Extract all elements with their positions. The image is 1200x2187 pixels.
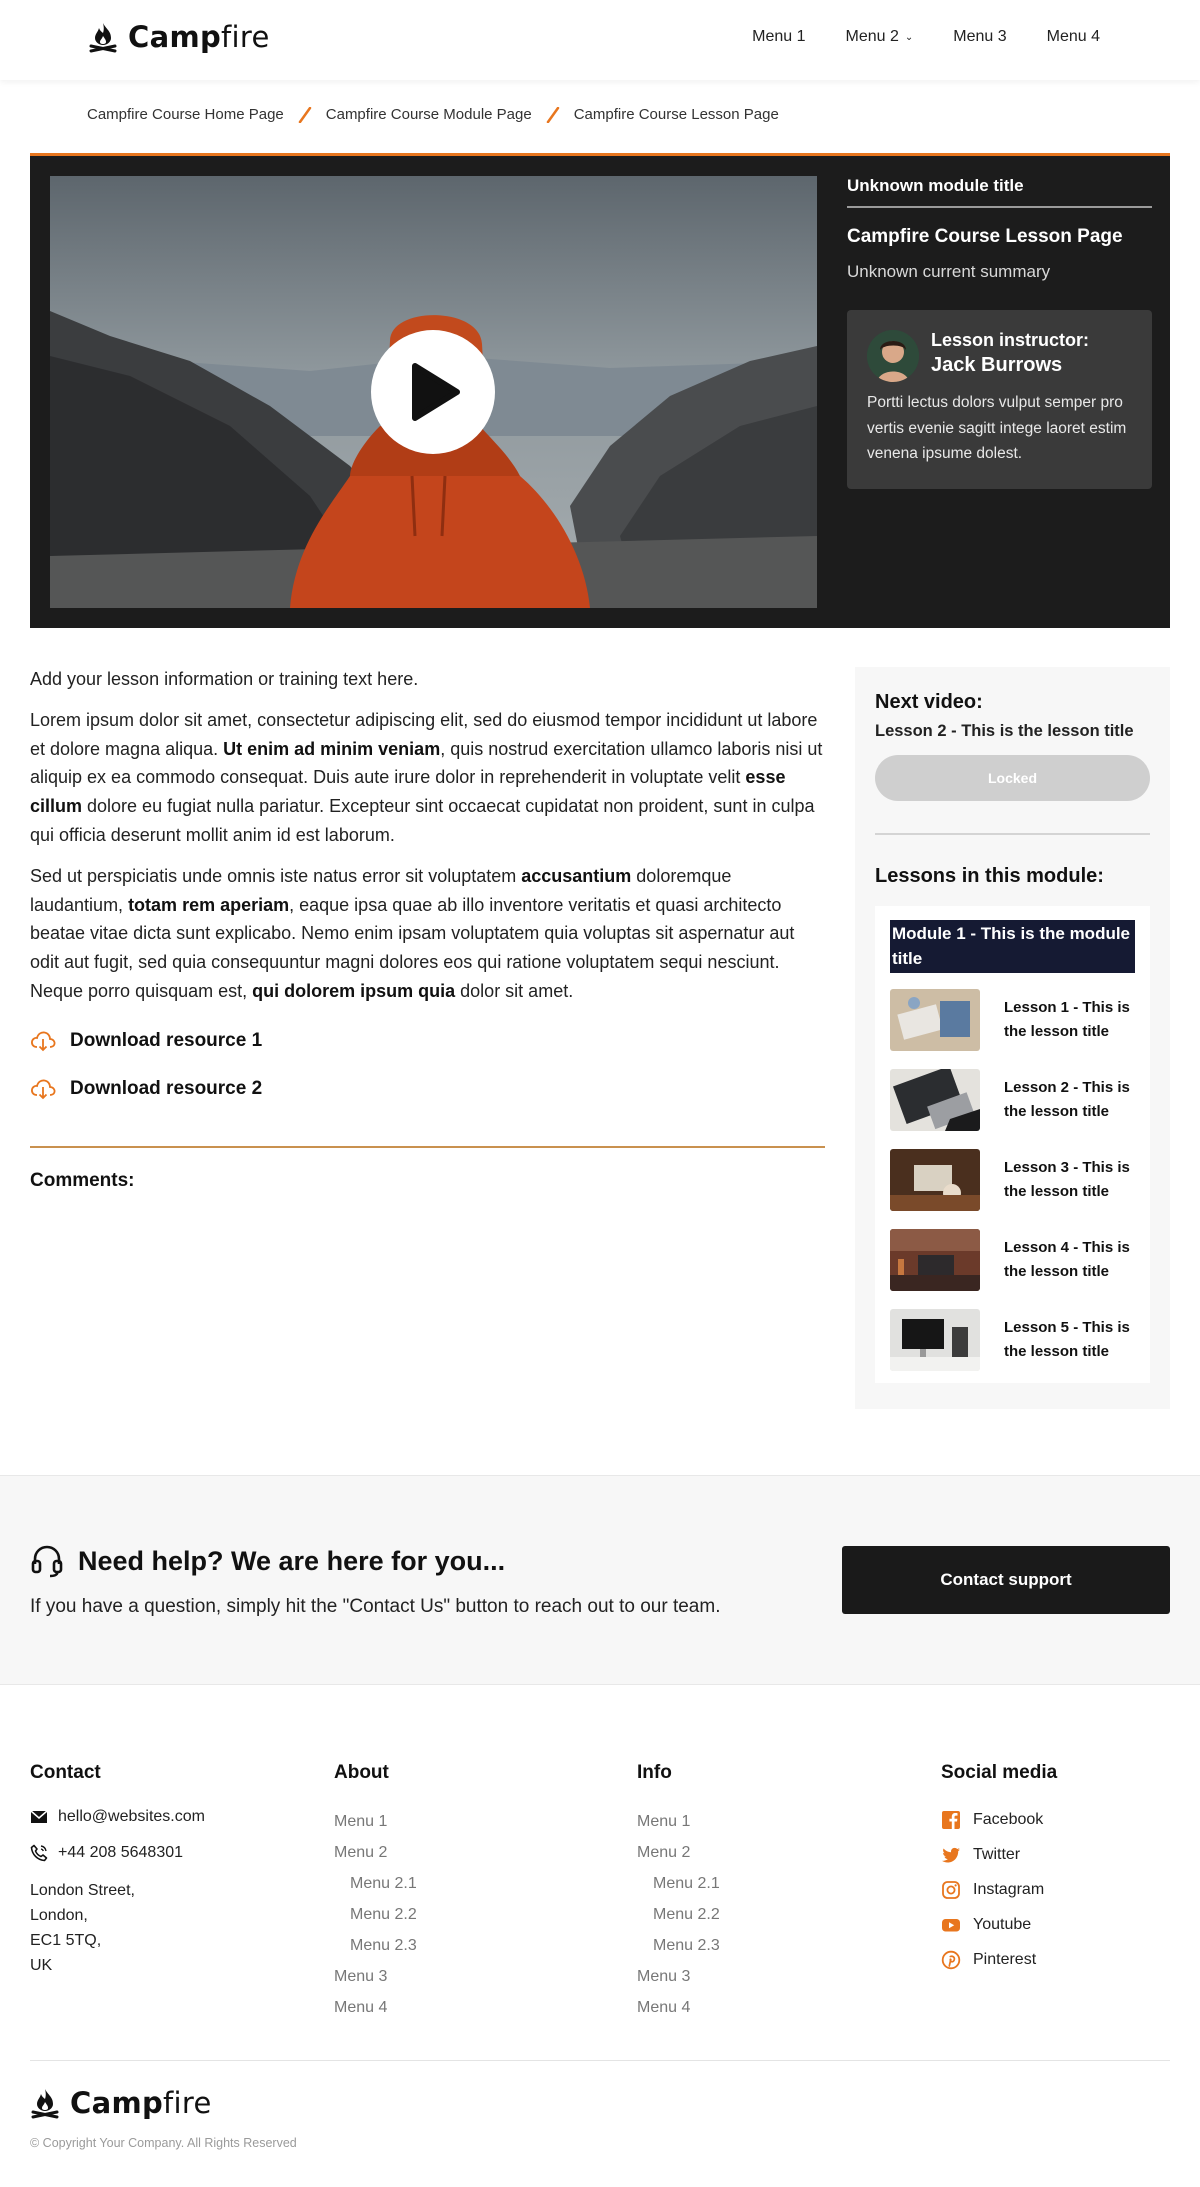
- contact-support-button[interactable]: Contact support: [842, 1546, 1170, 1614]
- main-nav: [752, 28, 1100, 46]
- lesson-paragraph-1: [30, 706, 825, 850]
- site-header: [0, 0, 1200, 80]
- youtube-icon: [941, 1915, 961, 1935]
- footer-divider: [30, 2060, 1170, 2061]
- phone-icon: [30, 1844, 48, 1862]
- download-resource-1-label: Download resource 1: [70, 1029, 263, 1051]
- address-line: UK: [30, 1957, 53, 1974]
- footer-contact-title: Contact: [30, 1762, 101, 1783]
- lesson-paragraph-2: [30, 862, 825, 1006]
- cloud-download-icon: [30, 1078, 56, 1100]
- footer-link[interactable]: Menu 2.3: [653, 1937, 720, 1954]
- nav-menu-2-label: Menu 2: [845, 28, 899, 45]
- footer-phone-text: +44 208 5648301: [58, 1844, 184, 1861]
- lesson-thumbnail: [890, 1149, 980, 1211]
- lesson-item[interactable]: [890, 1229, 1135, 1291]
- footer-info: [637, 1762, 720, 2023]
- footer-logo-text-bold: Camp: [70, 2086, 164, 2120]
- pinterest-icon: [941, 1950, 961, 1970]
- bold-text: totam rem aperiam: [128, 894, 290, 915]
- social-facebook-label: Facebook: [973, 1810, 1044, 1828]
- footer-link[interactable]: Menu 2: [334, 1844, 388, 1861]
- help-title-text: Need help? We are here for you...: [78, 1545, 506, 1576]
- breadcrumb-separator-icon: [546, 107, 560, 123]
- lesson-thumbnail: [890, 1229, 980, 1291]
- footer-link[interactable]: Menu 3: [334, 1968, 388, 1985]
- footer-about-links: [334, 1806, 417, 2023]
- lesson-item[interactable]: [890, 1149, 1135, 1211]
- download-resource-2-label: Download resource 2: [70, 1077, 263, 1099]
- lesson-list: [875, 906, 1150, 1383]
- address-line: London,: [30, 1907, 88, 1924]
- lesson-video[interactable]: [50, 176, 817, 608]
- lessons-heading: Lessons in this module:: [875, 865, 1104, 887]
- site-logo[interactable]: [88, 20, 270, 54]
- footer-link[interactable]: Menu 2.2: [653, 1906, 720, 1923]
- breadcrumb-separator-icon: [298, 107, 312, 123]
- social-twitter[interactable]: [941, 1837, 1057, 1872]
- lesson-thumbnail: [890, 1309, 980, 1371]
- lesson-item[interactable]: [890, 989, 1135, 1051]
- nav-menu-3-label: Menu 3: [953, 28, 1007, 45]
- chevron-down-icon: ⌄: [904, 31, 914, 43]
- footer-link[interactable]: Menu 2: [637, 1844, 691, 1861]
- copyright: © Copyright Your Company. All Rights Reserved: [30, 2136, 297, 2150]
- lesson-title: Lesson 3 - This is the lesson title: [1004, 1159, 1130, 1201]
- campfire-icon: [88, 21, 118, 53]
- nav-menu-2[interactable]: [845, 28, 913, 46]
- nav-menu-1[interactable]: [752, 28, 805, 46]
- help-text: If you have a question, simply hit the "Contact Us" button to reach out to our team.: [30, 1596, 721, 1617]
- campfire-icon: [30, 2087, 60, 2119]
- footer-link[interactable]: Menu 1: [334, 1813, 388, 1830]
- module-title: Unknown module title: [847, 176, 1152, 208]
- footer-info-title: Info: [637, 1762, 672, 1783]
- play-icon: [405, 362, 461, 422]
- footer-link[interactable]: Menu 4: [637, 1999, 691, 2016]
- lesson-content: [30, 665, 825, 1192]
- text-run: dolor sit amet.: [455, 980, 574, 1001]
- instructor-bio: Portti lectus dolors vulput semper pro vertis evenie sagitt intege laoret estim venena ipsume dolest.: [867, 394, 1127, 463]
- footer-email-text: hello@websites.com: [58, 1808, 205, 1825]
- social-youtube-label: Youtube: [973, 1915, 1032, 1933]
- nav-menu-1-label: Menu 1: [752, 28, 806, 45]
- breadcrumb-lesson[interactable]: Campfire Course Lesson Page: [573, 106, 779, 123]
- text-run: , quis nostrud exercitation ullamco laboris nisi ut aliquip ex ea commodo consequat. Duis aute irure dolor in reprehenderit in voluptate velit: [30, 738, 823, 788]
- lesson-item[interactable]: [890, 1309, 1135, 1371]
- social-facebook[interactable]: [941, 1802, 1057, 1837]
- lesson-title: Lesson 4 - This is the lesson title: [1004, 1239, 1130, 1281]
- content-divider: [30, 1146, 825, 1148]
- mail-icon: [30, 1808, 48, 1826]
- comments-heading: Comments:: [30, 1169, 135, 1191]
- text-run: Sed ut perspiciatis unde omnis iste natus error sit voluptatem: [30, 865, 522, 886]
- footer-social: [941, 1762, 1057, 1977]
- lesson-title: Campfire Course Lesson Page: [847, 226, 1123, 247]
- footer-about: [334, 1762, 417, 2023]
- lesson-thumbnail: [890, 1069, 980, 1131]
- footer-email[interactable]: [30, 1808, 205, 1826]
- social-pinterest[interactable]: [941, 1942, 1057, 1977]
- footer-info-links: [637, 1806, 720, 2023]
- social-youtube[interactable]: [941, 1907, 1057, 1942]
- breadcrumb-module[interactable]: Campfire Course Module Page: [325, 106, 532, 123]
- footer-address: [30, 1878, 205, 1978]
- nav-menu-4-label: Menu 4: [1046, 28, 1100, 45]
- help-title: [30, 1544, 505, 1578]
- help-section: [0, 1475, 1200, 1685]
- breadcrumb: [87, 106, 779, 123]
- lesson-title: Lesson 1 - This is the lesson title: [1004, 999, 1130, 1041]
- module-banner[interactable]: Module 1 - This is the module title: [890, 920, 1135, 973]
- footer-link[interactable]: Menu 2.1: [350, 1875, 417, 1892]
- instructor-avatar: [867, 330, 919, 382]
- lesson-title: Lesson 2 - This is the lesson title: [1004, 1079, 1130, 1121]
- lesson-title: Lesson 5 - This is the lesson title: [1004, 1319, 1130, 1361]
- address-line: London Street,: [30, 1882, 135, 1899]
- footer-phone[interactable]: [30, 1844, 205, 1862]
- cloud-download-icon: [30, 1030, 56, 1052]
- headset-icon: [30, 1544, 64, 1578]
- instructor-label: Lesson instructor:: [931, 330, 1090, 350]
- social-twitter-label: Twitter: [973, 1845, 1021, 1863]
- social-pinterest-label: Pinterest: [973, 1950, 1037, 1968]
- locked-button[interactable]: Locked: [875, 755, 1150, 801]
- lesson-summary: Unknown current summary: [847, 262, 1051, 281]
- lesson-thumbnail: [890, 989, 980, 1051]
- social-instagram-label: Instagram: [973, 1880, 1045, 1898]
- next-video-title: Lesson 2 - This is the lesson title: [875, 722, 1134, 740]
- lesson-info: [847, 176, 1152, 489]
- download-resource-2[interactable]: [30, 1078, 825, 1100]
- footer-social-title: Social media: [941, 1762, 1058, 1783]
- download-resource-1[interactable]: [30, 1030, 825, 1052]
- footer-link[interactable]: Menu 1: [637, 1813, 691, 1830]
- footer-link[interactable]: Menu 2.2: [350, 1906, 417, 1923]
- bold-text: qui dolorem ipsum quia: [252, 980, 456, 1001]
- twitter-icon: [941, 1845, 961, 1865]
- footer-link[interactable]: Menu 2.3: [350, 1937, 417, 1954]
- lesson-item[interactable]: [890, 1069, 1135, 1131]
- lesson-hero: [30, 153, 1170, 628]
- footer-about-title: About: [334, 1762, 389, 1783]
- nav-menu-4[interactable]: [1047, 28, 1100, 46]
- logo-text-bold: Camp: [128, 20, 222, 54]
- facebook-icon: [941, 1810, 961, 1830]
- lesson-intro: Add your lesson information or training text here.: [30, 669, 419, 689]
- instructor-name: Jack Burrows: [931, 353, 1063, 376]
- footer-link[interactable]: Menu 4: [334, 1999, 388, 2016]
- sidebar-divider: [875, 833, 1150, 835]
- footer-link[interactable]: Menu 3: [637, 1968, 691, 1985]
- play-button[interactable]: [371, 330, 495, 454]
- footer-logo[interactable]: [30, 2086, 212, 2120]
- footer-contact: [30, 1762, 205, 1978]
- nav-menu-3[interactable]: [953, 28, 1006, 46]
- instagram-icon: [941, 1880, 961, 1900]
- breadcrumb-home[interactable]: Campfire Course Home Page: [87, 106, 284, 123]
- text-run: Lorem ipsum dolor sit amet, consectetur adipiscing elit, sed do eiusmod tempor incididunt ut labore et dolore magna aliqua.: [30, 709, 818, 759]
- text-run: , eaque ipsa quae ab illo inventore veritatis et quasi architecto beatae vitae dicta sunt explicabo. Nemo enim ipsam voluptatem quia voluptas sit aspernatur aut odit aut fugit, sed quia consequuntur magni dolores eos qui ratione voluptatem sequi nesciunt. Neque porro quisquam est,: [30, 894, 795, 1001]
- address-line: EC1 5TQ,: [30, 1932, 102, 1949]
- social-instagram[interactable]: [941, 1872, 1057, 1907]
- text-run: dolore eu fugiat nulla pariatur. Excepteur sint occaecat cupidatat non proident, sunt in culpa qui officia deserunt mollit anim id est laborum.: [30, 796, 815, 845]
- footer-link[interactable]: Menu 2.1: [653, 1875, 720, 1892]
- lesson-sidebar: [855, 667, 1170, 1409]
- bold-text: esse cillum: [30, 767, 786, 817]
- bold-text: accusantium: [521, 865, 632, 886]
- text-run: doloremque laudantium,: [30, 865, 732, 915]
- instructor-card: [847, 310, 1152, 489]
- next-video-label: Next video:: [875, 691, 983, 713]
- logo-text-rest: fire: [221, 20, 270, 54]
- bold-text: Ut enim ad minim veniam: [223, 738, 441, 759]
- footer-logo-text-rest: fire: [163, 2086, 212, 2120]
